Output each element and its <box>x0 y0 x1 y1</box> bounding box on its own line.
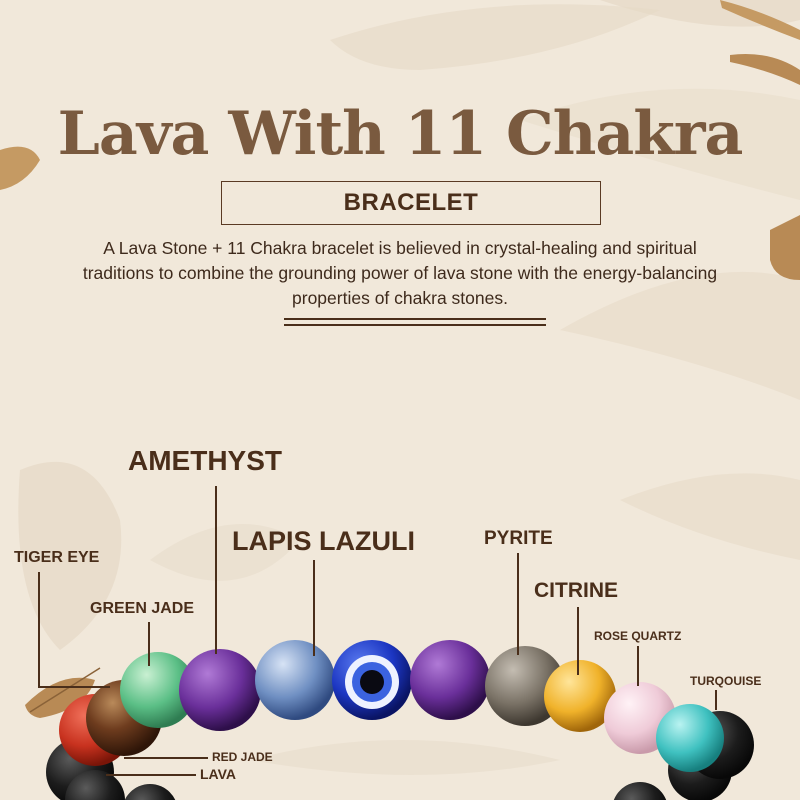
turquoise-bead <box>656 704 724 772</box>
page-title: Lava With 11 Chakra <box>57 99 743 169</box>
label-rose-quartz: ROSE QUARTZ <box>594 629 682 643</box>
label-red-jade: RED JADE <box>212 750 273 764</box>
leader-line-tiger-eye-end <box>38 686 110 688</box>
label-tiger-eye: TIGER EYE <box>14 549 100 566</box>
amethyst-bead <box>179 649 261 731</box>
leader-line-amethyst <box>215 486 217 654</box>
leader-line-tiger-eye <box>38 572 40 688</box>
leader-line-lava <box>106 774 196 776</box>
leader-line-pyrite <box>517 553 519 655</box>
evil-eye-bead <box>332 640 412 720</box>
lapis-lazuli-bead <box>255 640 335 720</box>
label-green-jade: GREEN JADE <box>90 600 195 617</box>
lava-bead <box>612 782 668 800</box>
leader-line-rose-quartz <box>637 646 639 686</box>
amethyst-bead <box>410 640 490 720</box>
lava-bead <box>122 784 178 800</box>
label-amethyst: AMETHYST <box>128 445 282 476</box>
leader-line-green-jade <box>148 622 150 666</box>
label-pyrite: PYRITE <box>484 528 553 549</box>
label-citrine: CITRINE <box>534 579 618 602</box>
leader-line-lapis-lazuli <box>313 560 315 656</box>
description-text: A Lava Stone + 11 Chakra bracelet is believed in crystal-healing and spiritual traditions to combine the grounding power of lava stone with the energy-balancing properties of chakra stones. <box>82 238 718 308</box>
label-lava: LAVA <box>200 766 237 782</box>
leader-line-turquoise <box>715 690 717 710</box>
leader-line-citrine <box>577 607 579 675</box>
label-lapis-lazuli: LAPIS LAZULI <box>232 526 415 556</box>
subtitle: BRACELET <box>343 189 479 216</box>
leader-line-red-jade <box>124 757 208 759</box>
label-turquoise: TURQOUISE <box>690 674 762 688</box>
